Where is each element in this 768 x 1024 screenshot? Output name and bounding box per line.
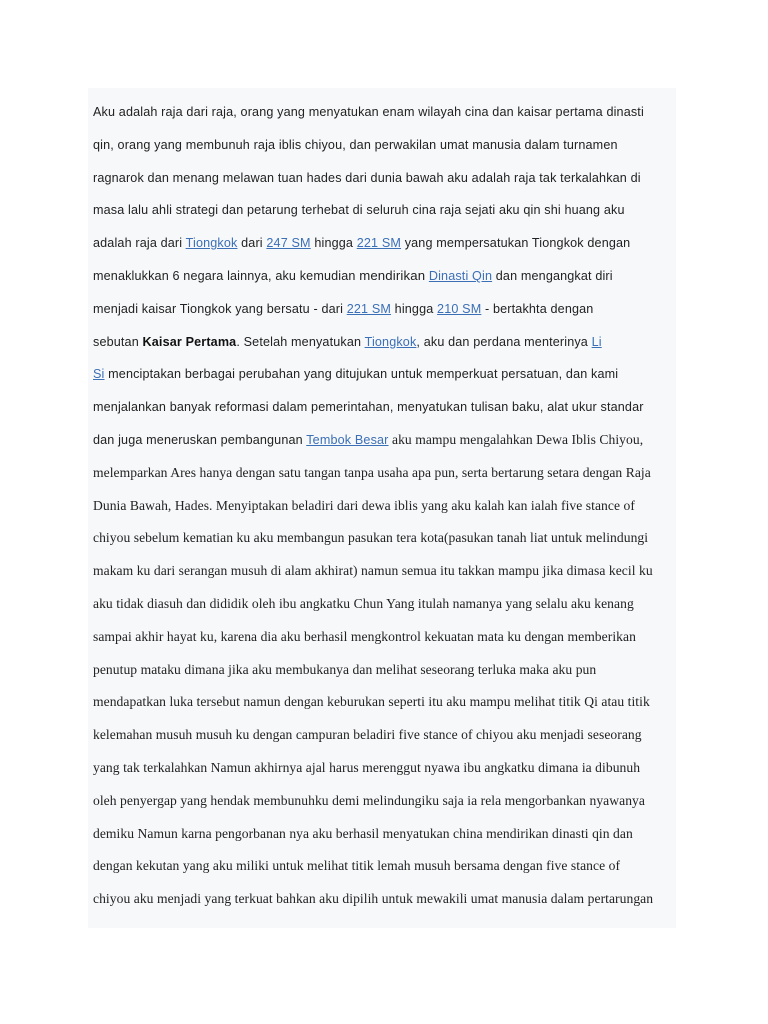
text-run: oleh penyergap yang hendak membunuhku demi melindungiku saja ia rela mengorbankan nyawanya xyxy=(93,792,645,808)
text-line xyxy=(93,759,676,777)
text-line xyxy=(93,792,676,810)
text-line xyxy=(93,497,676,515)
text-line xyxy=(93,890,676,908)
text-run: sampai akhir hayat ku, karena dia aku berhasil mengkontrol kekuatan mata ku dengan memberikan xyxy=(93,628,636,644)
hyperlink[interactable]: Li xyxy=(591,334,602,349)
text-run: chiyou aku menjadi yang terkuat bahkan aku dipilih untuk mewakili umat manusia dalam pertarungan xyxy=(93,891,654,907)
hyperlink[interactable]: Dinasti Qin xyxy=(428,269,493,283)
text-run: menjalankan banyak reformasi dalam pemerintahan, menyatukan tulisan baku, alat ukur standar xyxy=(93,400,644,415)
text-run: - bertakhta dengan xyxy=(481,301,594,316)
text-line xyxy=(93,136,676,154)
text-run: chiyou sebelum kematian ku aku membangun pasukan tera kota(pasukan tanah liat untuk melindungi xyxy=(93,530,649,546)
text-run: aku mampu mengalahkan Dewa Iblis Chiyou, xyxy=(388,432,644,447)
text-run: makam ku dari serangan musuh di alam akhirat) namun semua itu takkan mampu jika dimasa kecil ku xyxy=(93,563,653,579)
text-line xyxy=(93,529,676,547)
text-run: qin, orang yang membunuh raja iblis chiyou, dan perwakilan umat manusia dalam turnamen xyxy=(93,137,618,152)
text-run: masa lalu ahli strategi dan petarung terhebat di seluruh cina raja sejati aku qin shi huang aku xyxy=(93,203,625,218)
text-run: Aku adalah raja dari raja, orang yang menyatukan enam wilayah cina dan kaisar pertama dinasti xyxy=(93,105,644,119)
bold-text: Kaisar Pertama xyxy=(142,334,237,349)
text-run: mendapatkan luka tersebut namun dengan keburukan seperti itu aku mampu melihat titik Qi atau titik xyxy=(93,694,650,710)
text-run: hingga xyxy=(310,236,357,251)
text-line xyxy=(93,333,676,351)
text-run: hingga xyxy=(391,301,438,316)
text-line xyxy=(93,661,676,679)
text-line xyxy=(93,825,676,843)
text-line xyxy=(93,267,676,285)
text-run: , aku dan perdana menterinya xyxy=(416,334,592,349)
text-run: adalah raja dari xyxy=(93,236,186,251)
text-run: menciptakan berbagai perubahan yang ditujukan untuk memperkuat persatuan, dan kami xyxy=(104,367,619,382)
text-run: dan juga meneruskan pembangunan xyxy=(93,433,307,447)
text-line xyxy=(93,628,676,646)
text-run: sebutan xyxy=(93,334,143,349)
hyperlink[interactable]: 221 SM xyxy=(346,301,392,316)
text-run: dengan kekutan yang aku miliki untuk melihat titik lemah musuh bersama dengan five stance of xyxy=(93,858,621,874)
text-run: menjadi kaisar Tiongkok yang bersatu - dari xyxy=(93,301,347,316)
hyperlink[interactable]: 221 SM xyxy=(356,236,402,251)
text-run: melemparkan Ares hanya dengan satu tangan tanpa usaha apa pun, serta bertarung setara dengan Raja xyxy=(93,464,651,480)
text-run: mendirikan xyxy=(359,268,426,283)
text-run: dan mengangkat diri xyxy=(492,269,613,283)
text-line xyxy=(93,431,676,449)
text-run: demiku Namun karna pengorbanan nya aku berhasil menyatukan china mendirikan dinasti qin dan xyxy=(93,825,633,841)
text-run: menaklukkan 6 negara lainnya, aku kemudian xyxy=(93,269,360,283)
text-line xyxy=(93,365,676,383)
hyperlink[interactable]: 247 SM xyxy=(266,236,311,251)
hyperlink[interactable]: 210 SM xyxy=(437,301,482,316)
hyperlink[interactable]: Tiongkok xyxy=(364,334,417,349)
hyperlink[interactable]: Si xyxy=(93,367,105,382)
text-run: yang tak terkalahkan Namun akhirnya ajal harus merenggut nyawa ibu angkatku dimana ia dibunuh xyxy=(93,760,641,775)
text-run: yang mempersatukan Tiongkok dengan xyxy=(401,236,631,251)
text-run: penutup mataku dimana jika aku membukanya dan melihat seseorang terluka maka aku pun xyxy=(93,661,597,677)
text-line xyxy=(93,857,676,875)
text-line xyxy=(93,726,676,744)
hyperlink[interactable]: Tiongkok xyxy=(185,236,238,251)
text-run: Dunia Bawah, Hades. Menyiptakan beladiri dari dewa iblis yang aku kalah kan ialah five stance of xyxy=(93,497,635,513)
text-run: ragnarok dan menang melawan tuan hades dari dunia bawah aku adalah raja tak terkalahkan di xyxy=(93,170,641,185)
text-line xyxy=(93,693,676,711)
text-line xyxy=(93,398,676,416)
text-line xyxy=(93,300,676,318)
text-line xyxy=(93,562,676,580)
text-line xyxy=(93,464,676,482)
hyperlink[interactable]: Tembok Besar xyxy=(306,433,389,447)
text-line xyxy=(93,103,676,121)
text-line xyxy=(93,595,676,613)
text-run: . Setelah menyatukan xyxy=(236,334,365,349)
text-line xyxy=(93,201,676,219)
text-run: aku tidak diasuh dan dididik oleh ibu angkatku Chun Yang itulah namanya yang selalu aku kenang xyxy=(93,596,634,611)
text-line xyxy=(93,234,676,252)
text-run: dari xyxy=(237,236,267,251)
text-run: kelemahan musuh musuh ku dengan campuran beladiri five stance of chiyou aku menjadi seseorang xyxy=(93,727,642,743)
text-line xyxy=(93,169,676,187)
